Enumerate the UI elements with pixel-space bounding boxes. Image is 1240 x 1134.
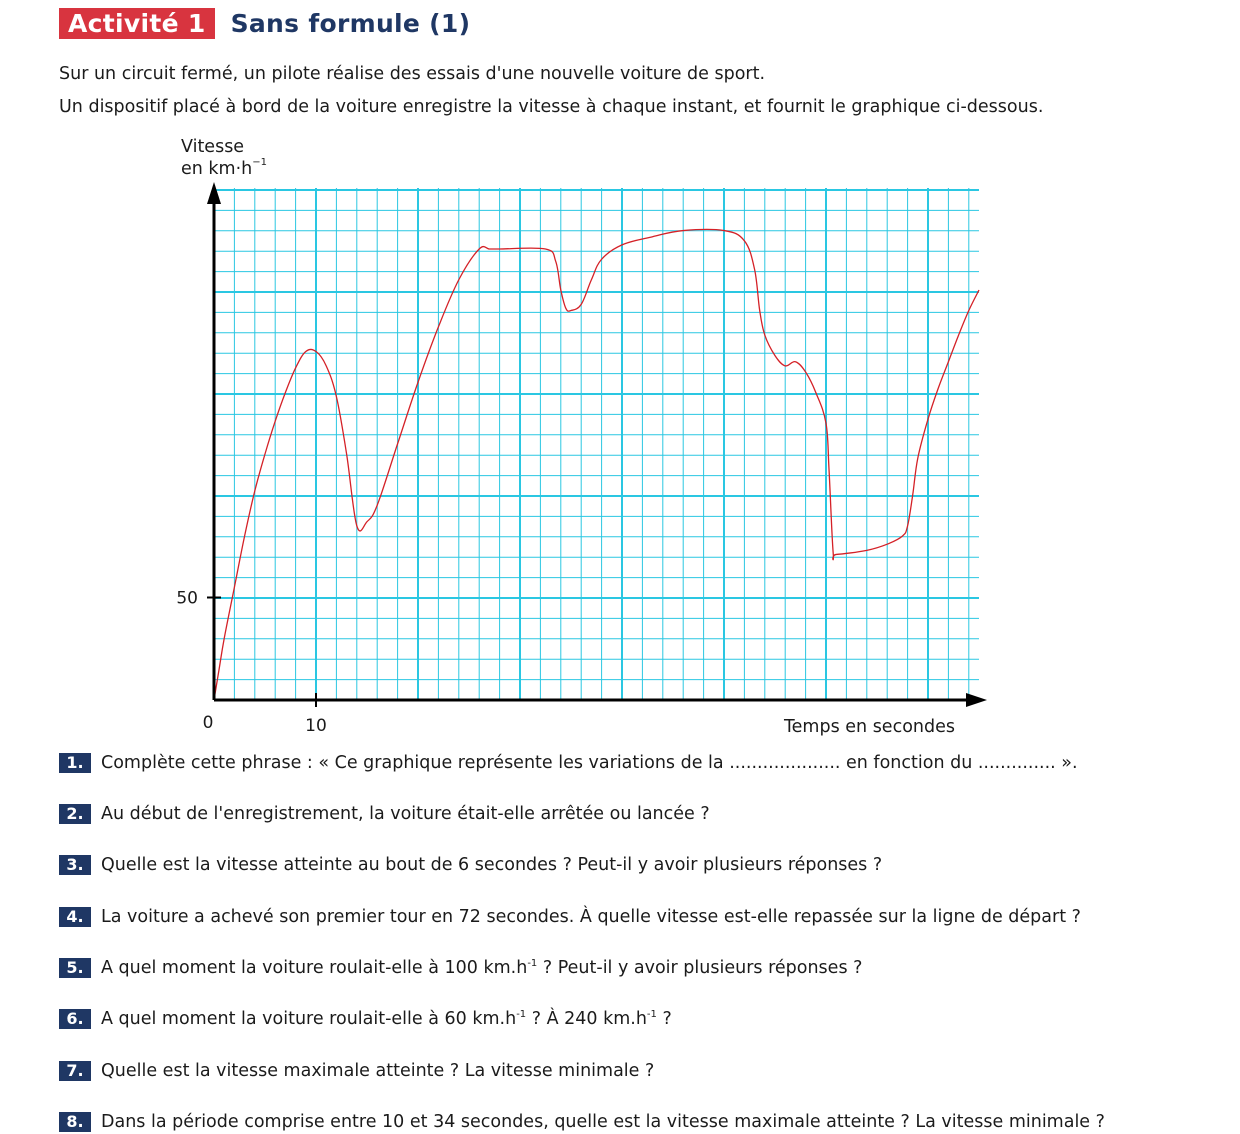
question-number: 6.	[59, 1009, 91, 1029]
question-5	[59, 957, 862, 979]
question-4	[59, 906, 1081, 928]
speed-curve	[214, 229, 979, 700]
x-axis-arrow	[966, 693, 987, 707]
question-6	[59, 1008, 672, 1030]
question-1	[59, 752, 1078, 774]
y-tick-label-50: 50	[176, 588, 198, 609]
activity-title: Sans formule (1)	[230, 9, 471, 38]
activity-badge: Activité 1	[59, 8, 215, 39]
question-text: Au début de l'enregistrement, la voiture était-elle arrêtée ou lancée ?	[101, 804, 710, 824]
y-axis-label-line1: Vitesse	[181, 137, 245, 157]
intro-paragraph-1: Sur un circuit fermé, un pilote réalise des essais d'une nouvelle voiture de sport.	[59, 64, 766, 84]
grid-minor-lines	[214, 188, 979, 700]
question-text: Complète cette phrase : « Ce graphique représente les variations de la .................... en fonction du .............. ».	[101, 753, 1078, 773]
question-number: 1.	[59, 753, 91, 773]
question-text: La voiture a achevé son premier tour en 72 secondes. À quelle vitesse est-elle repassée sur la ligne de départ ?	[101, 907, 1081, 927]
question-text: Quelle est la vitesse maximale atteinte ? La vitesse minimale ?	[101, 1061, 655, 1081]
question-number: 8.	[59, 1112, 91, 1132]
intro-paragraph-2: Un dispositif placé à bord de la voiture enregistre la vitesse à chaque instant, et fournit le graphique ci-dessous.	[59, 97, 1044, 117]
question-number: 2.	[59, 804, 91, 824]
question-2	[59, 803, 710, 825]
x-axis-label: Temps en secondes	[783, 717, 955, 737]
question-number: 7.	[59, 1061, 91, 1081]
y-axis-unit: en km·h	[181, 159, 253, 179]
question-8	[59, 1111, 1105, 1133]
y-axis-label-line2	[181, 157, 267, 179]
origin-tick-label: 0	[202, 713, 214, 733]
question-text: A quel moment la voiture roulait-elle à 60 $km.h^{-1}$ ? À 240 $km.h^{-1}$ ?	[101, 1009, 672, 1029]
y-axis-arrow	[207, 182, 221, 204]
y-axis-unit-exponent: −1	[252, 157, 268, 168]
x-tick-label-10: 10	[305, 716, 327, 736]
question-7	[59, 1060, 654, 1082]
question-text: Quelle est la vitesse atteinte au bout de 6 secondes ? Peut-il y avoir plusieurs réponses ?	[101, 855, 883, 875]
grid-major-lines	[214, 188, 979, 700]
question-text: A quel moment la voiture roulait-elle à 100 $km.h^{-1}$ ? Peut-il y avoir plusieurs réponses ?	[101, 958, 863, 978]
question-number: 4.	[59, 907, 91, 927]
question-number: 5.	[59, 958, 91, 978]
question-number: 3.	[59, 855, 91, 875]
question-3	[59, 854, 882, 876]
question-text: Dans la période comprise entre 10 et 34 secondes, quelle est la vitesse maximale atteinte ? La vitesse minimale ?	[101, 1112, 1105, 1132]
